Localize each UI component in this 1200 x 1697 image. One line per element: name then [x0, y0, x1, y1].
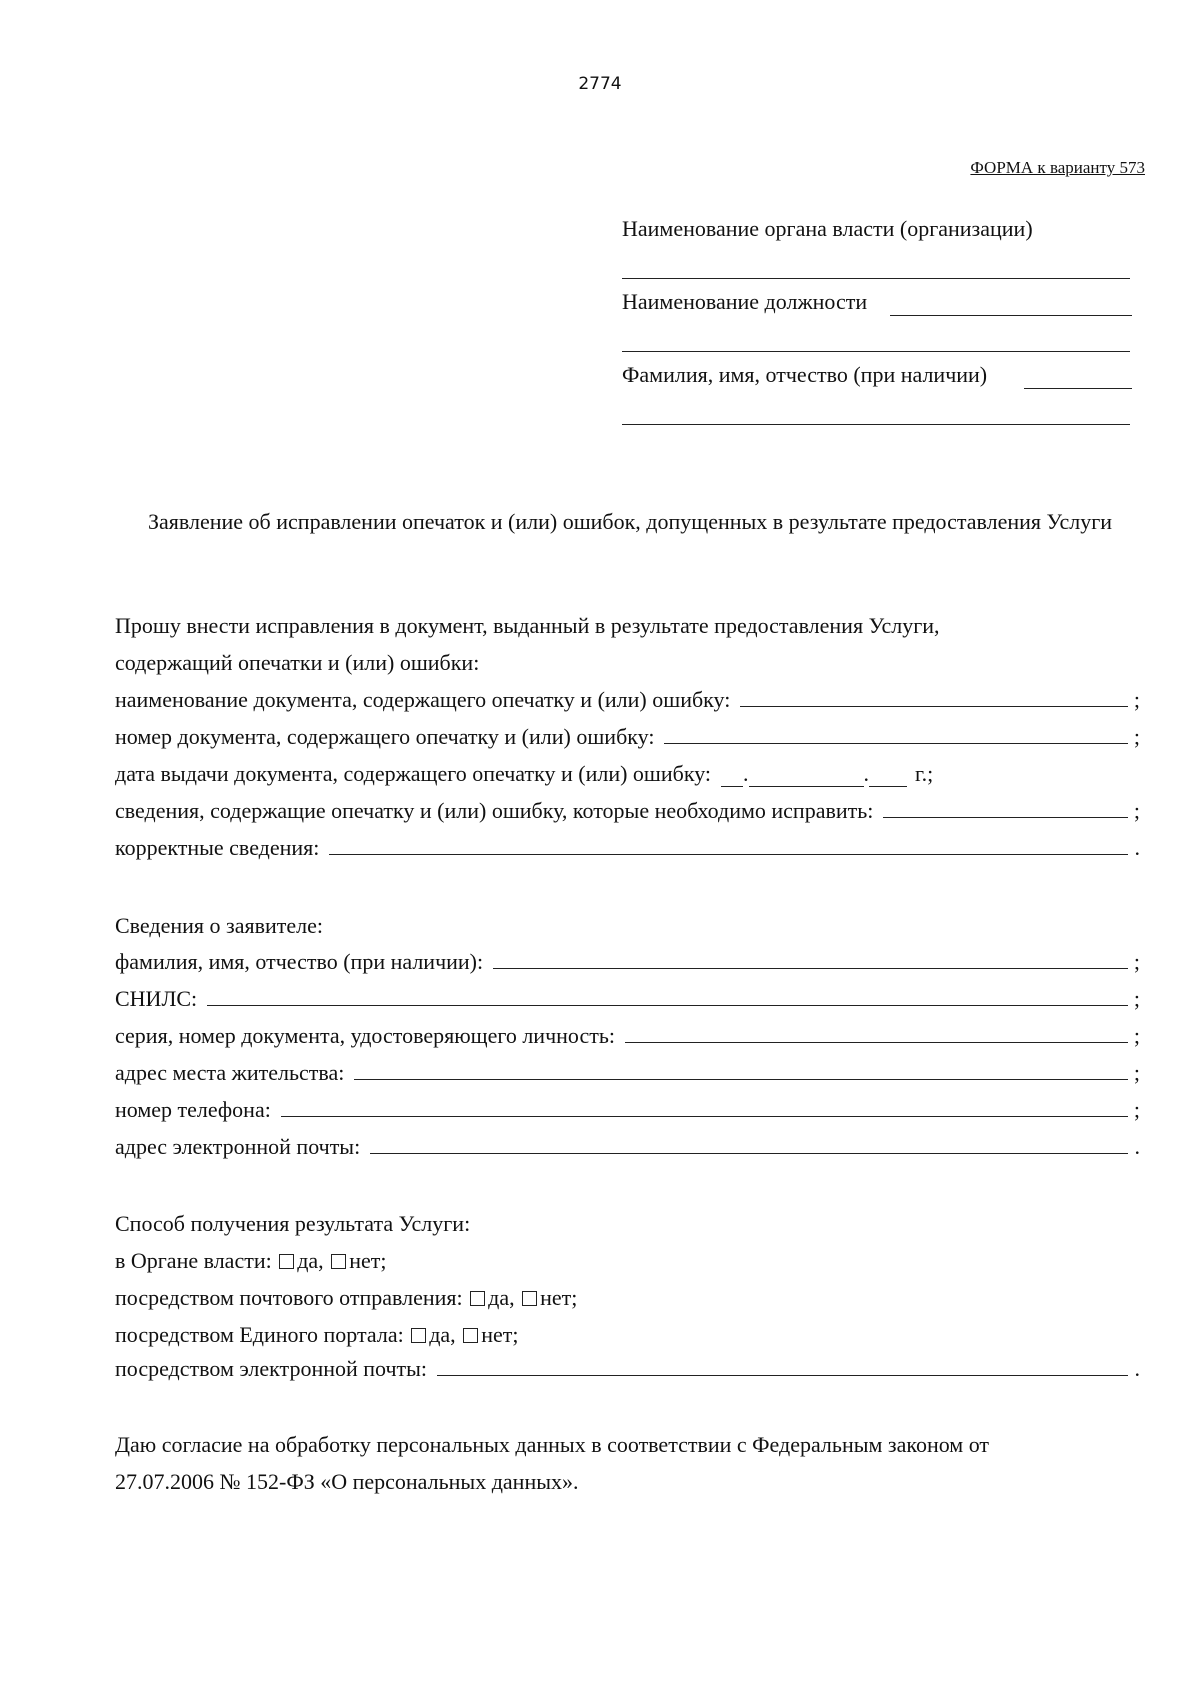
- delivery-post-no-label: нет;: [540, 1285, 578, 1310]
- email-input-line[interactable]: [370, 1153, 1128, 1154]
- addressee-fio-label: Фамилия, имя, отчество (при наличии): [622, 362, 988, 387]
- delivery-post-yes-label: да,: [488, 1285, 515, 1310]
- field-wrong-info: [115, 794, 1140, 824]
- delivery-post-row: [115, 1285, 577, 1311]
- applicant-heading: Сведения о заявителе:: [115, 913, 324, 938]
- delivery-heading: Способ получения результата Услуги:: [115, 1211, 471, 1236]
- phone-input-line[interactable]: [281, 1116, 1128, 1117]
- delivery-portal-no-label: нет;: [481, 1322, 519, 1347]
- correct-info-period: .: [1134, 835, 1140, 860]
- applicant-fio-label: фамилия, имя, отчество (при наличии):: [115, 949, 484, 974]
- snils-input-line[interactable]: [207, 1005, 1128, 1006]
- email-label: адрес электронной почты:: [115, 1134, 361, 1159]
- address-label: адрес места жительства:: [115, 1060, 345, 1085]
- field-snils: [115, 982, 1140, 1012]
- field-applicant-fio: [115, 945, 1140, 975]
- applicant-fio-semicolon: ;: [1133, 949, 1140, 974]
- field-email: [115, 1130, 1140, 1160]
- doc-date-year-line[interactable]: [869, 786, 907, 787]
- addressee-fio-line: [1024, 388, 1132, 389]
- field-delivery-email: [115, 1352, 1140, 1382]
- addressee-fio-line-2: [622, 424, 1130, 425]
- applicant-fio-input-line[interactable]: [493, 968, 1128, 969]
- field-doc-name: [115, 683, 1140, 713]
- field-doc-number: [115, 720, 1140, 750]
- delivery-portal-label: посредством Единого портала:: [115, 1322, 404, 1347]
- field-phone: [115, 1093, 1140, 1123]
- delivery-organ-no-checkbox[interactable]: [331, 1254, 346, 1269]
- field-address: [115, 1056, 1140, 1086]
- addressee-position-line: [890, 315, 1132, 316]
- doc-date-label: дата выдачи документа, содержащего опечатку и (или) ошибку:: [115, 761, 712, 786]
- field-correct-info: [115, 831, 1140, 861]
- delivery-post-yes-checkbox[interactable]: [470, 1291, 485, 1306]
- delivery-portal-yes-checkbox[interactable]: [411, 1328, 426, 1343]
- wrong-info-semicolon: ;: [1133, 798, 1140, 823]
- wrong-info-label: сведения, содержащие опечатку и (или) ошибку, которые необходимо исправить:: [115, 798, 874, 823]
- id-doc-semicolon: ;: [1133, 1023, 1140, 1048]
- doc-number-semicolon: ;: [1133, 724, 1140, 749]
- email-period: .: [1134, 1134, 1140, 1159]
- addressee-position-line-2: [622, 351, 1130, 352]
- doc-date-day-line[interactable]: [721, 786, 743, 787]
- doc-number-label: номер документа, содержащего опечатку и (или) ошибку:: [115, 724, 655, 749]
- delivery-email-period: .: [1134, 1356, 1140, 1381]
- delivery-email-input-line[interactable]: [437, 1375, 1128, 1376]
- address-semicolon: ;: [1133, 1060, 1140, 1085]
- id-doc-label: серия, номер документа, удостоверяющего личность:: [115, 1023, 615, 1048]
- phone-semicolon: ;: [1133, 1097, 1140, 1122]
- correct-info-label: корректные сведения:: [115, 835, 320, 860]
- address-input-line[interactable]: [354, 1079, 1128, 1080]
- delivery-post-label: посредством почтового отправления:: [115, 1285, 463, 1310]
- page-number: 2774: [578, 74, 622, 94]
- form-reference: ФОРМА к варианту 573: [970, 158, 1145, 177]
- field-id-doc: [115, 1019, 1140, 1049]
- consent-line1: Даю согласие на обработку персональных данных в соответствии с Федеральным законом от: [115, 1432, 990, 1457]
- delivery-organ-yes-checkbox[interactable]: [279, 1254, 294, 1269]
- delivery-portal-row: [115, 1322, 518, 1348]
- addressee-position-label: Наименование должности: [622, 289, 868, 314]
- delivery-organ-no-label: нет;: [349, 1248, 387, 1273]
- correct-info-input-line[interactable]: [329, 854, 1128, 855]
- delivery-organ-row: [115, 1248, 386, 1274]
- delivery-organ-yes-label: да,: [297, 1248, 324, 1273]
- snils-label: СНИЛС:: [115, 986, 198, 1011]
- delivery-organ-label: в Органе власти:: [115, 1248, 272, 1273]
- doc-date-year-suffix: г.;: [915, 761, 934, 786]
- addressee-organ-label: Наименование органа власти (организации): [622, 216, 1033, 241]
- consent-line2: 27.07.2006 № 152-ФЗ «О персональных данных».: [115, 1469, 579, 1494]
- delivery-portal-yes-label: да,: [429, 1322, 456, 1347]
- doc-date-month-line[interactable]: [749, 786, 864, 787]
- field-doc-date: дата выдачи документа, содержащего опечатку и (или) ошибку: . . г.;: [115, 761, 934, 786]
- delivery-email-label: посредством электронной почты:: [115, 1356, 428, 1381]
- wrong-info-input-line[interactable]: [883, 817, 1128, 818]
- request-intro-line2: содержащий опечатки и (или) ошибки:: [115, 650, 480, 675]
- delivery-post-no-checkbox[interactable]: [522, 1291, 537, 1306]
- doc-name-label: наименование документа, содержащего опечатку и (или) ошибку:: [115, 687, 731, 712]
- doc-number-input-line[interactable]: [664, 743, 1128, 744]
- id-doc-input-line[interactable]: [625, 1042, 1128, 1043]
- snils-semicolon: ;: [1133, 986, 1140, 1011]
- document-title: Заявление об исправлении опечаток и (или) ошибок, допущенных в результате предоставления Услуги: [148, 509, 1112, 534]
- doc-name-semicolon: ;: [1133, 687, 1140, 712]
- addressee-organ-line: [622, 278, 1130, 279]
- request-intro-line1: Прошу внести исправления в документ, выданный в результате предоставления Услуги,: [115, 613, 940, 638]
- phone-label: номер телефона:: [115, 1097, 271, 1122]
- delivery-portal-no-checkbox[interactable]: [463, 1328, 478, 1343]
- doc-name-input-line[interactable]: [740, 706, 1128, 707]
